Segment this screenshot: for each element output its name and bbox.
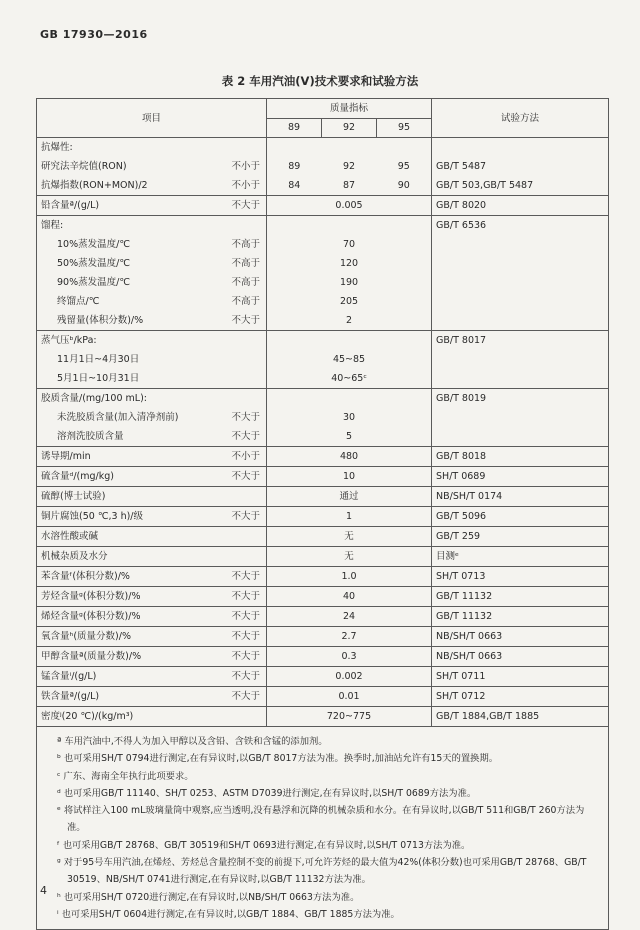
row-value: 10 — [267, 467, 432, 487]
table-row — [37, 567, 609, 587]
row-condition: 不大于 — [227, 467, 267, 487]
footnotes — [37, 727, 609, 930]
row-value: 480 — [267, 447, 432, 467]
row-method: SH/T 0689 — [432, 467, 609, 487]
col-header-method: 试验方法 — [432, 99, 609, 138]
row-condition: 不大于 — [227, 687, 267, 707]
row-condition: 不大于 — [227, 607, 267, 627]
row-item: 胶质含量/(mg/100 mL): 未洗胶质含量(加入清净剂前) 溶剂洗胶质含量 — [37, 389, 227, 447]
grade-header: 89 — [267, 119, 322, 138]
row-item: 抗爆性: 研究法辛烷值(RON) 抗爆指数(RON+MON)/2 — [37, 138, 227, 196]
table-row — [37, 707, 609, 727]
row-condition: 不小于 — [227, 447, 267, 467]
row-value-95: 95 90 — [377, 138, 432, 196]
row-method: GB/T 8020 — [432, 196, 609, 216]
row-method: GB/T 8018 — [432, 447, 609, 467]
table-row — [37, 547, 609, 567]
row-value: 70 120 190 205 2 — [267, 216, 432, 331]
row-method: NB/SH/T 0174 — [432, 487, 609, 507]
row-item: 氧含量ʰ(质量分数)/% — [37, 627, 227, 647]
row-item: 锰含量ⁱ/(g/L) — [37, 667, 227, 687]
row-method: GB/T 5096 — [432, 507, 609, 527]
row-item: 铁含量ª/(g/L) — [37, 687, 227, 707]
footnote: ᵈ 也可采用GB/T 11140、SH/T 0253、ASTM D7039进行测定,在有异议时,以SH/T 0689方法为准。 — [57, 787, 477, 799]
row-method: GB/T 11132 — [432, 607, 609, 627]
row-value: 1.0 — [267, 567, 432, 587]
row-item: 密度ʲ(20 ℃)/(kg/m³) — [37, 707, 227, 727]
row-method: SH/T 0711 — [432, 667, 609, 687]
row-item: 苯含量ᶠ(体积分数)/% — [37, 567, 227, 587]
footnote: ⁱ 也可采用SH/T 0604进行测定,在有异议时,以GB/T 1884、GB/T 1885方法为准。 — [57, 908, 400, 920]
row-value: 45~85 40~65ᶜ — [267, 331, 432, 389]
row-item: 诱导期/min — [37, 447, 227, 467]
row-value: 0.005 — [267, 196, 432, 216]
table-row — [37, 607, 609, 627]
row-value: 0.01 — [267, 687, 432, 707]
row-condition: 不大于 — [227, 587, 267, 607]
row-method: NB/SH/T 0663 — [432, 647, 609, 667]
row-condition: 不高于 不高于 不高于 不高于 不大于 — [227, 216, 267, 331]
row-condition — [227, 547, 267, 567]
row-condition: 不大于 — [227, 507, 267, 527]
row-item: 馏程: 10%蒸发温度/℃ 50%蒸发温度/℃ 90%蒸发温度/℃ 终馏点/℃ 残留量(体积分数)/% — [37, 216, 227, 331]
row-condition: 不大于 — [227, 667, 267, 687]
row-item: 芳烃含量ᵍ(体积分数)/% — [37, 587, 227, 607]
footnote: ᵍ 对于95号车用汽油,在烯烃、芳烃总含量控制不变的前提下,可允许芳烃的最大值为42%(体积分数)也可采用GB/T 28768、GB/T 30519、NB/SH/T 0741进行测定,在有异议时,以GB/T 11132方法为准。 — [57, 857, 587, 886]
row-value: 0.3 — [267, 647, 432, 667]
table-row — [37, 467, 609, 487]
table-title: 表 2 车用汽油(Ⅴ)技术要求和试验方法 — [221, 74, 419, 88]
row-method: NB/SH/T 0663 — [432, 627, 609, 647]
footnote: ᶠ 也可采用GB/T 28768、GB/T 30519和SH/T 0693进行测定,在有异议时,以SH/T 0713方法为准。 — [57, 839, 471, 851]
table-row — [37, 138, 609, 196]
table-header-row — [37, 99, 609, 119]
table-row — [37, 687, 609, 707]
row-method: SH/T 0713 — [432, 567, 609, 587]
grade-header: 92 — [322, 119, 377, 138]
row-condition: 不大于 — [227, 627, 267, 647]
row-value: 无 — [267, 547, 432, 567]
row-item: 机械杂质及水分 — [37, 547, 227, 567]
row-item: 硫醇(博士试验) — [37, 487, 227, 507]
row-condition: 不大于 — [227, 647, 267, 667]
row-method: GB/T 8017 — [432, 331, 609, 389]
row-item: 甲醇含量ª(质量分数)/% — [37, 647, 227, 667]
table-row — [37, 627, 609, 647]
row-method: 目测ᵉ — [432, 547, 609, 567]
row-condition — [227, 527, 267, 547]
grade-header: 95 — [377, 119, 432, 138]
row-value: 通过 — [267, 487, 432, 507]
col-header-item: 项目 — [37, 99, 267, 138]
row-condition — [227, 331, 267, 389]
page-number: 4 — [40, 884, 47, 897]
table-row — [37, 216, 609, 331]
footnote: ᵉ 将试样注入100 mL玻璃量筒中观察,应当透明,没有悬浮和沉降的机械杂质和水分。在有异议时,以GB/T 511和GB/T 260方法为准。 — [57, 805, 585, 834]
footnote: ʰ 也可采用SH/T 0720进行测定,在有异议时,以NB/SH/T 0663方法为准。 — [57, 891, 360, 903]
table-row — [37, 667, 609, 687]
table-row — [37, 447, 609, 467]
row-condition — [227, 707, 267, 727]
row-method: GB/T 11132 — [432, 587, 609, 607]
footnote: ª 车用汽油中,不得人为加入甲醇以及含铅、含铁和含锰的添加剂。 — [57, 736, 328, 747]
row-condition: 不小于 不小于 — [227, 138, 267, 196]
row-item: 蒸气压ᵇ/kPa: 11月1日~4月30日 5月1日~10月31日 — [37, 331, 227, 389]
table-row — [37, 389, 609, 447]
footnotes-row — [37, 727, 609, 930]
row-condition: 不大于 不大于 — [227, 389, 267, 447]
row-value-92: 92 87 — [322, 138, 377, 196]
table-row — [37, 527, 609, 547]
row-value: 40 — [267, 587, 432, 607]
row-method: GB/T 6536 — [432, 216, 609, 331]
row-condition — [227, 487, 267, 507]
table-row — [37, 331, 609, 389]
table-row — [37, 647, 609, 667]
footnote: ᶜ 广东、海南全年执行此项要求。 — [57, 770, 194, 782]
row-value: 24 — [267, 607, 432, 627]
col-header-quality: 质量指标 — [267, 99, 432, 119]
row-method: SH/T 0712 — [432, 687, 609, 707]
row-value-89: 89 84 — [267, 138, 322, 196]
footnote: ᵇ 也可采用SH/T 0794进行测定,在有异议时,以GB/T 8017方法为准。换季时,加油站允许有15天的置换期。 — [57, 753, 499, 765]
row-method: GB/T 259 — [432, 527, 609, 547]
table-row — [37, 587, 609, 607]
spec-table — [36, 98, 609, 930]
table-row — [37, 487, 609, 507]
row-item: 铜片腐蚀(50 ℃,3 h)/级 — [37, 507, 227, 527]
row-item: 硫含量ᵈ/(mg/kg) — [37, 467, 227, 487]
row-value: 无 — [267, 527, 432, 547]
table-row — [37, 507, 609, 527]
row-value: 720~775 — [267, 707, 432, 727]
row-method: GB/T 5487 GB/T 503,GB/T 5487 — [432, 138, 609, 196]
row-item: 烯烃含量ᵍ(体积分数)/% — [37, 607, 227, 627]
row-condition: 不大于 — [227, 567, 267, 587]
row-condition: 不大于 — [227, 196, 267, 216]
row-item: 铅含量ª/(g/L) — [37, 196, 227, 216]
row-value: 30 5 — [267, 389, 432, 447]
row-method: GB/T 8019 — [432, 389, 609, 447]
row-value: 0.002 — [267, 667, 432, 687]
row-item: 水溶性酸或碱 — [37, 527, 227, 547]
standard-code: GB 17930—2016 — [40, 28, 148, 41]
row-value: 1 — [267, 507, 432, 527]
row-value: 2.7 — [267, 627, 432, 647]
table-row — [37, 196, 609, 216]
row-method: GB/T 1884,GB/T 1885 — [432, 707, 609, 727]
